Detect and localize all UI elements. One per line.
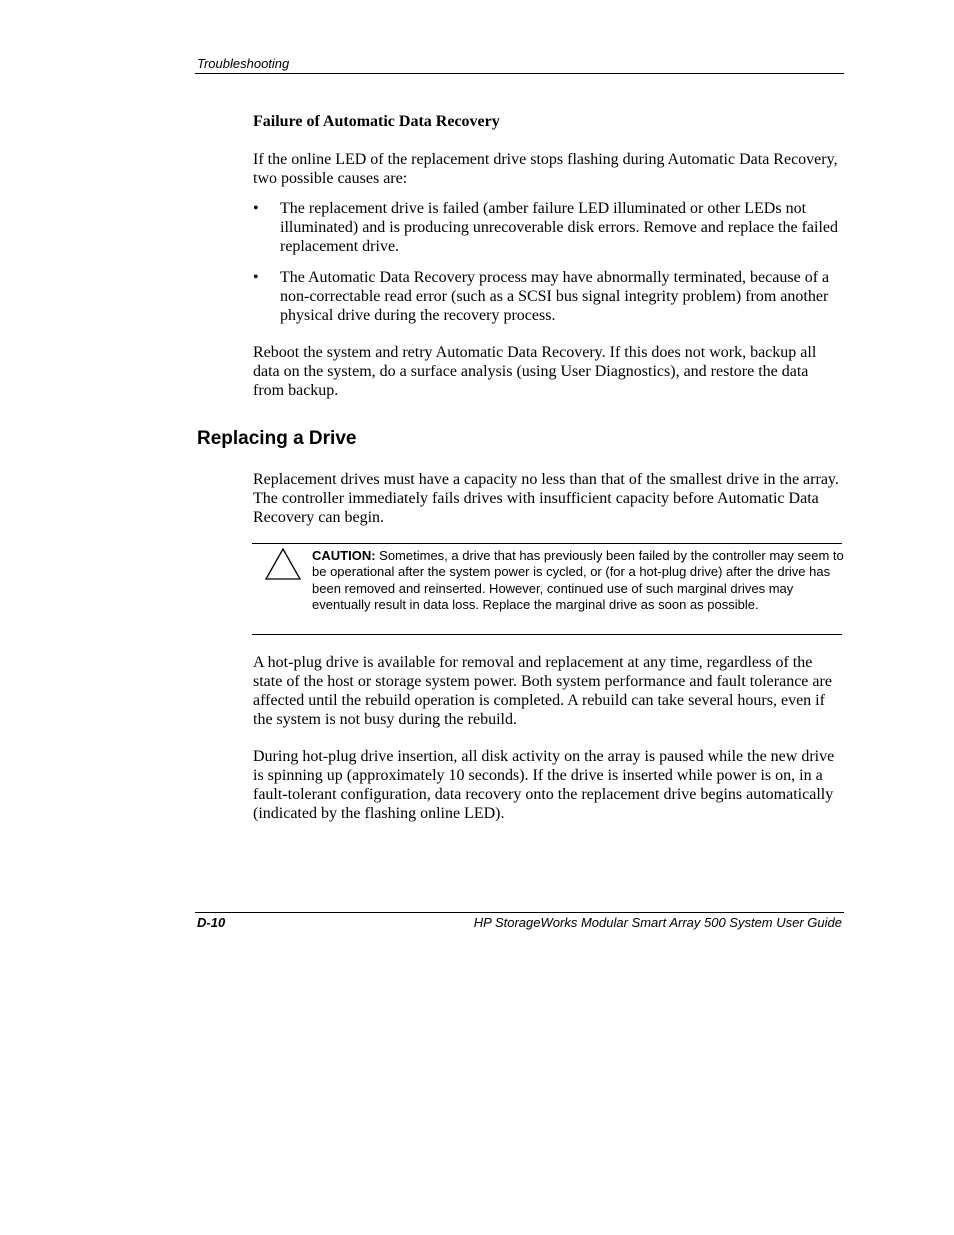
failure-intro-text: If the online LED of the replacement drive stops flashing during Automatic Data Recovery, two possible causes are:: [253, 151, 838, 187]
caution-bottom-divider: [252, 634, 842, 635]
replacing-para-3-text: During hot-plug drive insertion, all disk activity on the array is paused while the new drive is spinning up (approximately 10 seconds). If the drive is inserted while power is on, in a fault-tolerant configuration, data recovery onto the replacement drive begins automatically (indicated by the flashing online LED).: [253, 748, 835, 822]
list-item: [253, 199, 843, 256]
list-item-text: The replacement drive is failed (amber failure LED illuminated or other LEDs not illuminated) and is producing unrecoverable disk errors. Remove and replace the failed replacement drive.: [280, 200, 839, 255]
footer-divider: [195, 912, 844, 913]
failure-heading: Failure of Automatic Data Recovery: [253, 113, 500, 130]
caution-body: Sometimes, a drive that has previously been failed by the controller may seem to be operational after the system power is cycled, or (for a hot-plug drive) after the drive has been removed and reinserted. However, continued use of such marginal drives may eventually result in data loss. Replace the marginal drive as soon as possible.: [312, 548, 844, 613]
failure-closing-text: Reboot the system and retry Automatic Data Recovery. If this does not work, backup all data on the system, do a surface analysis (using User Diagnostics), and restore the data from backup.: [253, 344, 817, 399]
caution-text-block: [312, 548, 844, 614]
document-title: HP StorageWorks Modular Smart Array 500 System User Guide: [473, 915, 842, 930]
list-item-text: The Automatic Data Recovery process may have abnormally terminated, because of a non-correctable read error (such as a SCSI bus signal integrity problem) from another physical drive during the recovery process.: [280, 269, 830, 324]
caution-triangle-icon: [264, 547, 302, 581]
failure-closing: [253, 343, 843, 400]
list-item: [253, 268, 843, 325]
replacing-para-2-text: A hot-plug drive is available for removal and replacement at any time, regardless of the state of the host or storage system power. Both system performance and fault tolerance are affected until the rebuild operation is completed. A rebuild can take several hours, even if the system is not busy during the rebuild.: [253, 654, 832, 728]
replacing-heading: Replacing a Drive: [197, 428, 357, 449]
bullet-icon: •: [253, 269, 259, 286]
replacing-para-3: [253, 747, 843, 823]
caution-top-divider: [252, 543, 842, 544]
replacing-para-2: [253, 653, 843, 729]
replacing-para-1: [253, 470, 843, 527]
failure-causes-list: [253, 199, 843, 325]
header-divider: [195, 73, 844, 74]
bullet-icon: •: [253, 200, 259, 217]
caution-label: CAUTION:: [312, 548, 376, 563]
header-section-label: Troubleshooting: [197, 56, 290, 71]
replacing-para-1-text: Replacement drives must have a capacity no less than that of the smallest drive in the array. The controller immediately fails drives with insufficient capacity before Automatic Data Recovery can begin.: [253, 471, 839, 526]
failure-intro: [253, 150, 843, 188]
page-number: D-10: [197, 915, 226, 930]
